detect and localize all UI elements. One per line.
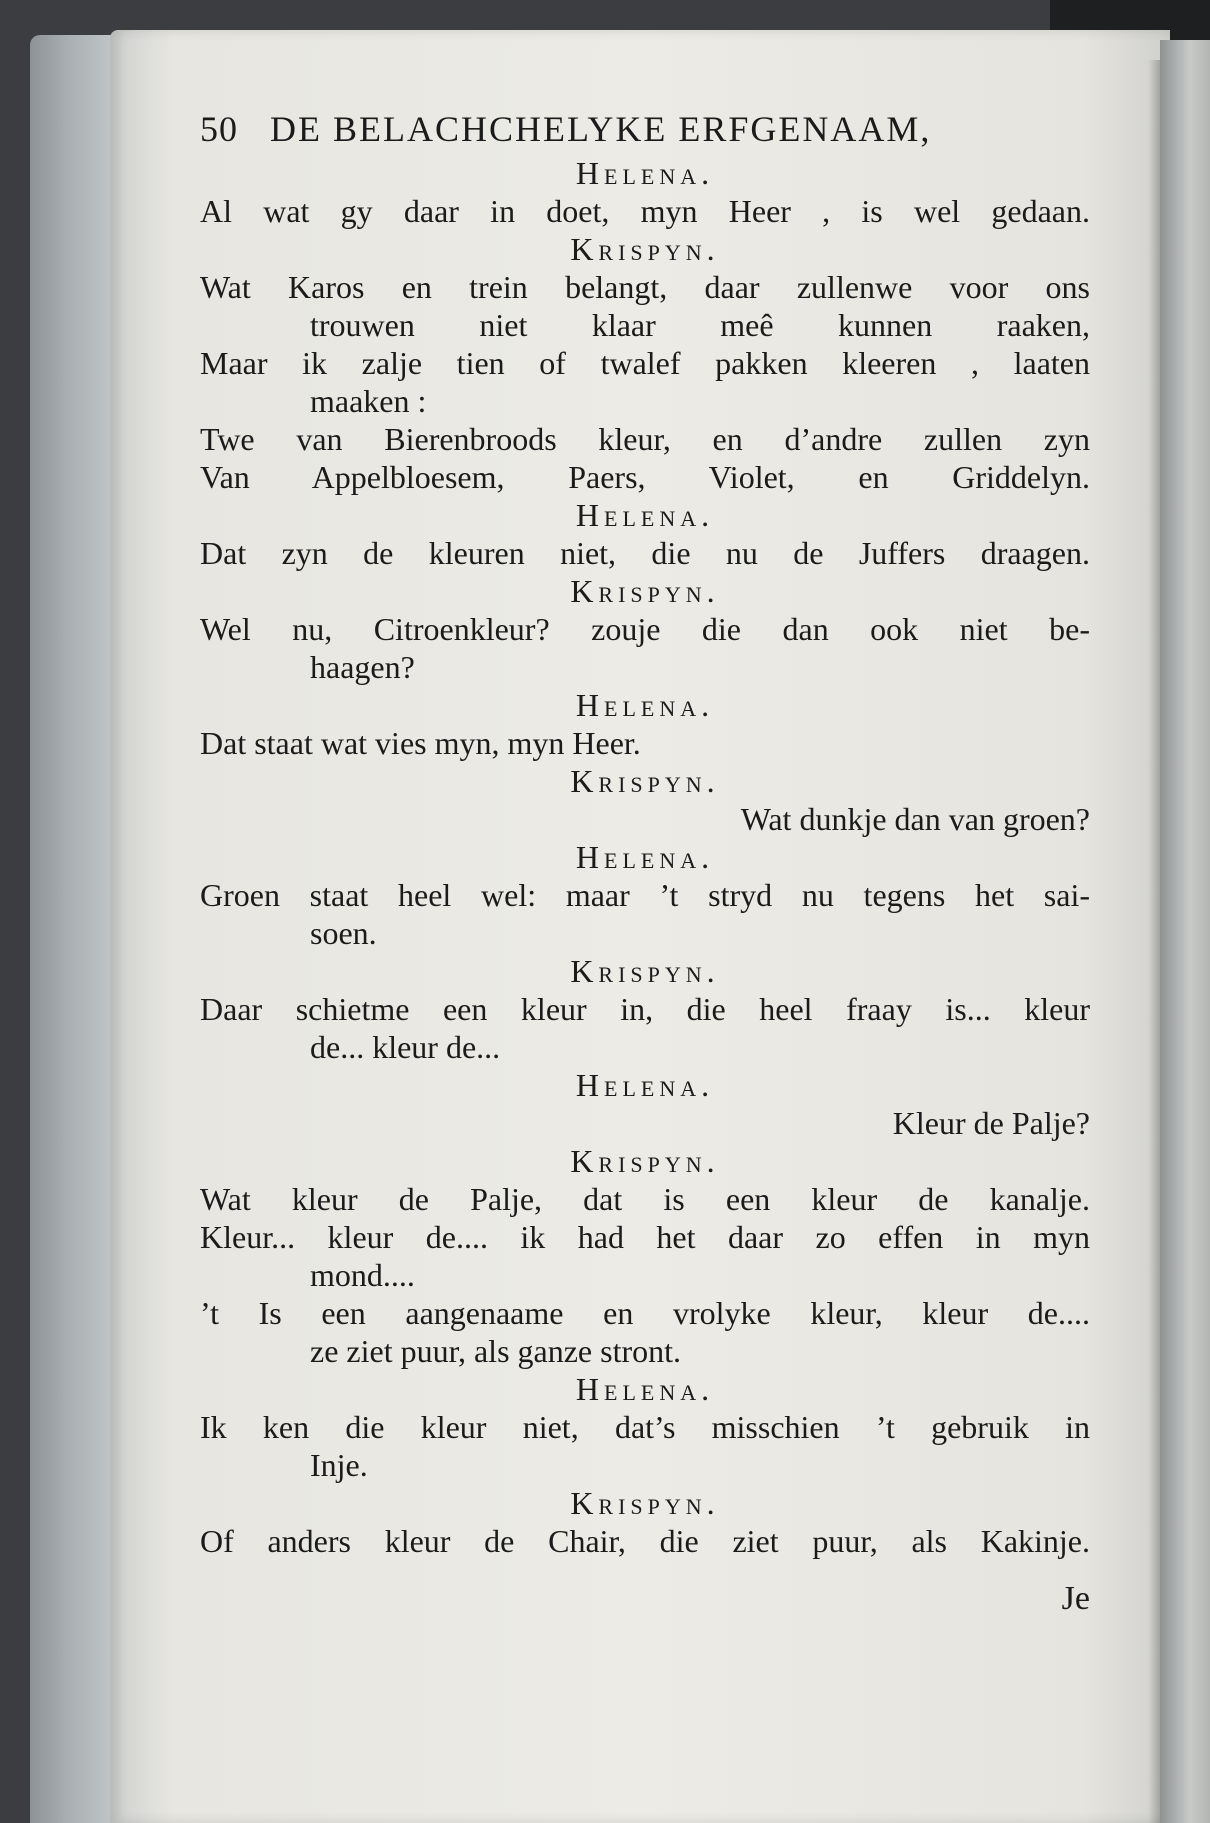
verse-line: Dat staat wat vies myn, myn Heer. bbox=[200, 725, 641, 761]
speaker-heading: Helena. bbox=[575, 1371, 715, 1407]
speaker-heading: Helena. bbox=[575, 155, 715, 191]
verse-line-continued: haagen? bbox=[310, 649, 415, 685]
speaker-heading: Krispyn. bbox=[570, 953, 720, 989]
verse-line: Wat Karos en trein belangt, daar zullenwe voor ons bbox=[200, 269, 1090, 305]
speaker-heading: Krispyn. bbox=[570, 573, 720, 609]
verse-line-half: Kleur de Palje? bbox=[892, 1105, 1090, 1141]
verse-line: Twe van Bierenbroods kleur, en d’andre zullen zyn bbox=[200, 421, 1090, 457]
running-header bbox=[200, 110, 1090, 148]
verse-line: Ik ken die kleur niet, dat’s misschien ’t gebruik in bbox=[200, 1409, 1090, 1445]
speaker-heading: Krispyn. bbox=[570, 763, 720, 799]
speaker-heading: Helena. bbox=[575, 497, 715, 533]
verse-line-continued: ze ziet puur, als ganze stront. bbox=[310, 1333, 682, 1369]
verse-line-continued: Inje. bbox=[310, 1447, 368, 1483]
facing-page-edge bbox=[1160, 40, 1210, 1823]
speaker-heading: Helena. bbox=[575, 839, 715, 875]
speaker-heading: Krispyn. bbox=[570, 231, 720, 267]
verse-line: Maar ik zalje tien of twalef pakken kleeren , laaten bbox=[200, 345, 1090, 381]
speaker-heading: Krispyn. bbox=[570, 1143, 720, 1179]
catchword: Je bbox=[1061, 1580, 1090, 1617]
verse-line: Wel nu, Citroenkleur? zouje die dan ook niet be- bbox=[200, 611, 1090, 647]
running-title: DE BELACHCHELYKE ERFGENAAM, bbox=[270, 109, 932, 149]
verse-line: Wat kleur de Palje, dat is een kleur de kanalje. bbox=[200, 1181, 1090, 1217]
page-text bbox=[200, 109, 1090, 1617]
verse-line: Van Appelbloesem, Paers, Violet, en Griddelyn. bbox=[200, 459, 1090, 495]
speaker-heading: Helena. bbox=[575, 687, 715, 723]
verse-line: Kleur... kleur de.... ik had het daar zo effen in myn bbox=[200, 1219, 1090, 1255]
verse-line-continued: de... kleur de... bbox=[310, 1029, 501, 1065]
verse-line: Al wat gy daar in doet, myn Heer , is wel gedaan. bbox=[200, 193, 1090, 229]
page-number: 50 bbox=[200, 109, 238, 149]
verse-line: Daar schietme een kleur in, die heel fraay is... kleur bbox=[200, 991, 1090, 1027]
verse-line-continued: maaken : bbox=[310, 383, 427, 419]
verse-line-continued: trouwen niet klaar meê kunnen raaken, bbox=[310, 307, 1090, 343]
verse-line-continued: mond.... bbox=[310, 1257, 415, 1293]
verse-line: Dat zyn de kleuren niet, die nu de Juffers draagen. bbox=[200, 535, 1090, 571]
verse-line-continued: soen. bbox=[310, 915, 377, 951]
verse-line-half: Wat dunkje dan van groen? bbox=[740, 801, 1090, 837]
speaker-heading: Helena. bbox=[575, 1067, 715, 1103]
verse-line: ’t Is een aangenaame en vrolyke kleur, kleur de.... bbox=[200, 1295, 1090, 1331]
verse-line: Of anders kleur de Chair, die ziet puur, als Kakinje. bbox=[200, 1523, 1090, 1559]
verse-line: Groen staat heel wel: maar ’t stryd nu tegens het sai- bbox=[200, 877, 1090, 913]
speaker-heading: Krispyn. bbox=[570, 1485, 720, 1521]
